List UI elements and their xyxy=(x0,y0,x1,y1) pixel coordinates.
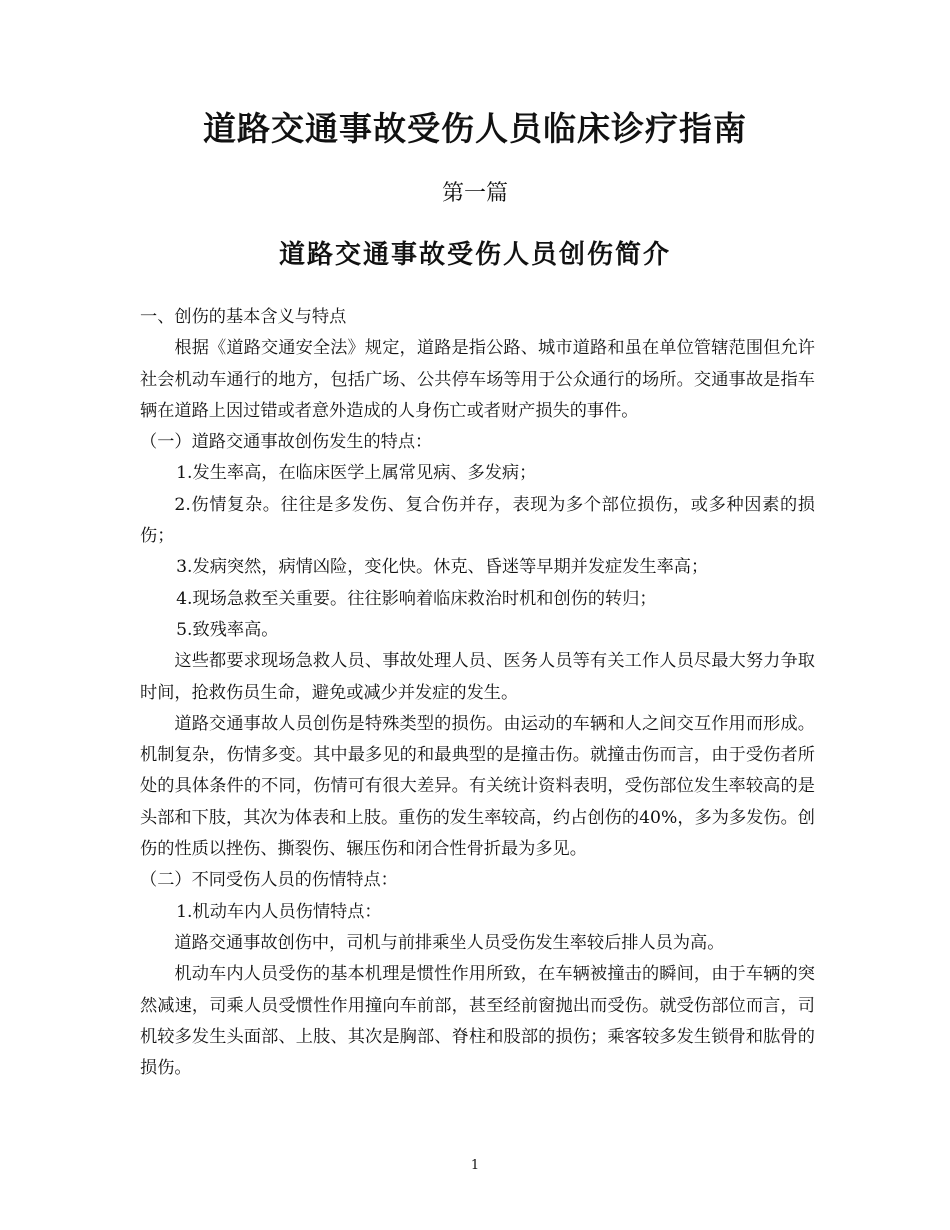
page-number: 1 xyxy=(470,1158,480,1173)
part-heading: 第一篇 xyxy=(441,181,508,206)
subsection-heading: （一）道路交通事故创伤发生的特点： xyxy=(140,432,433,453)
list-item: 3.发病突然，病情凶险，变化快。休克、昏迷等早期并发症发生率高； xyxy=(176,557,709,578)
document-title: 道路交通事故受伤人员临床诊疗指南 xyxy=(203,109,747,148)
list-item: 1.机动车内人员伤情特点： xyxy=(176,901,382,922)
list-item: 4.现场急救至关重要。往往影响着临床救治时机和创伤的转归； xyxy=(176,588,657,609)
chapter-subtitle: 道路交通事故受伤人员创伤简介 xyxy=(278,240,671,270)
paragraph: 机动车内人员受伤的基本机理是惯性作用所致，在车辆被撞击的瞬间，由于车辆的突然减速，司乘人员受惯性作用撞向车前部，甚至经前窗抛出而受伤。就受伤部位而言，司机较多发生头面部、上肢、其次是胸部、脊柱和股部的损伤；乘客较多发生锁骨和肱骨的损伤。 xyxy=(140,964,815,1079)
list-item: 5.致残率高。 xyxy=(176,619,279,640)
paragraph: 道路交通事故创伤中，司机与前排乘坐人员受伤发生率较后排人员为高。 xyxy=(174,932,725,953)
paragraph: 这些都要求现场急救人员、事故处理人员、医务人员等有关工作人员尽最大努力争取时间，抢救伤员生命，避免或减少并发症的发生。 xyxy=(140,651,815,703)
paragraph: 根据《道路交通安全法》规定，道路是指公路、城市道路和虽在单位管辖范围但允许社会机动车通行的地方，包括广场、公共停车场等用于公众通行的场所。交通事故是指车辆在道路上因过错或者意外造成的人身伤亡或者财产损失的事件。 xyxy=(140,338,815,421)
document-body xyxy=(140,302,815,1084)
paragraph: 道路交通事故人员创伤是特殊类型的损伤。由运动的车辆和人之间交互作用而形成。机制复杂，伤情多变。其中最多见的和最典型的是撞击伤。就撞击伤而言，由于受伤者所处的具体条件的不同，伤情可有很大差异。有关统计资料表明，受伤部位发生率较高的是头部和下肢，其次为体表和上肢。重伤的发生率较高，约占创伤的40%，多为多发伤。创伤的性质以挫伤、撕裂伤、辗压伤和闭合性骨折最为多见。 xyxy=(140,713,815,860)
list-item: 1.发生率高，在临床医学上属常见病、多发病； xyxy=(176,463,537,484)
subsection-heading: （二）不同受伤人员的伤情特点： xyxy=(140,870,398,891)
section-heading: 一、创伤的基本含义与特点 xyxy=(140,307,347,327)
list-item: 2.伤情复杂。往往是多发伤、复合伤并存，表现为多个部位损伤，或多种因素的损伤； xyxy=(140,494,815,547)
